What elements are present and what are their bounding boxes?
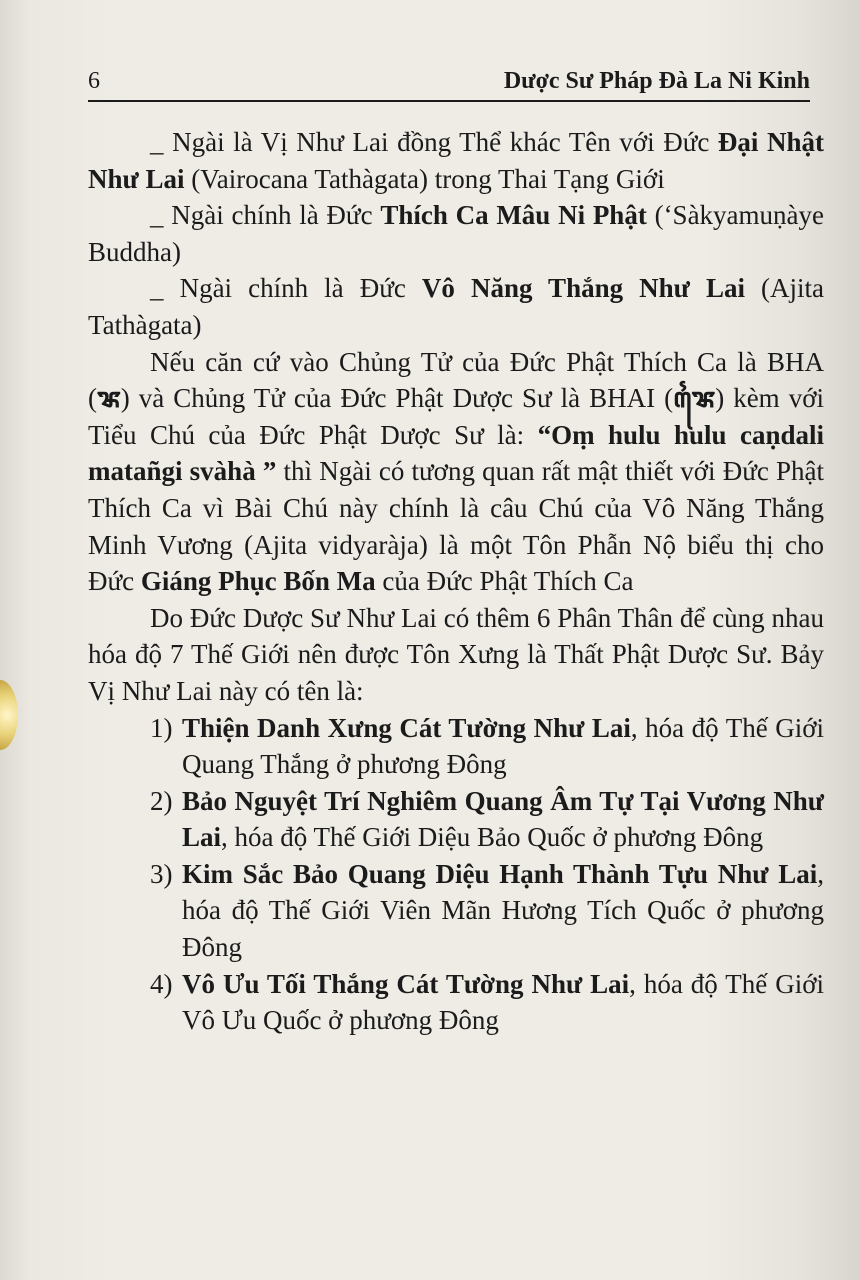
- paragraph-4: [88, 344, 824, 600]
- text-run: thì Ngài có tương quan rất mật thiết với Đức Phật Thích Ca vì Bài Chú này chính là câu Chú của Vô Năng Thắng Minh Vương (Ajita vidyaràja) là một Tôn Phẫn Nộ biểu thị cho Đức: [88, 456, 824, 597]
- paragraph-3: [88, 270, 824, 343]
- item-text: , hóa độ Thế Giới Quang Thắng ở phương Đông: [182, 712, 824, 780]
- item-number: 4): [150, 968, 173, 999]
- siddham-glyph-bha: ꦨ: [97, 383, 121, 414]
- mantra-text: “Oṃ hulu hulu caṇdali matañgi svàhà ”: [88, 419, 824, 487]
- binder-ring: [0, 680, 18, 750]
- list-item: [88, 783, 824, 856]
- paragraph-2: [88, 197, 824, 270]
- text-run: (‘Sàkyamuṇàye Buddha): [88, 200, 825, 267]
- text-run: Nếu căn cứ vào Chủng Tử của Đức Phật Thích Ca là BHA (: [88, 346, 824, 414]
- bold-name: Thích Ca Mâu Ni Phật: [380, 200, 647, 231]
- list-item: [88, 966, 824, 1039]
- item-number: 3): [150, 858, 173, 889]
- text-run: _ Ngài là Vị Như Lai đồng Thể khác Tên với Đức: [150, 127, 718, 157]
- item-number: 1): [150, 712, 173, 743]
- paragraph-1: [88, 124, 824, 197]
- paragraph-5: Do Đức Dược Sư Như Lai có thêm 6 Phân Thân để cùng nhau hóa độ 7 Thế Giới nên được Tôn Xưng là Thất Phật Dược Sư. Bảy Vị Như Lai này có tên là:: [88, 602, 824, 706]
- page-number: 6: [88, 68, 100, 94]
- text-run: _ Ngài chính là Đức: [150, 200, 381, 231]
- text-run: ) kèm với Tiểu Chú của Đức Phật Dược Sư là:: [88, 383, 824, 450]
- item-text: , hóa độ Thế Giới Viên Mãn Hương Tích Quốc ở phương Đông: [182, 858, 824, 963]
- text-run: (Vairocana Tathàgata) trong Thai Tạng Giới: [184, 163, 665, 194]
- text-run: của Đức Phật Thích Ca: [375, 566, 634, 597]
- bold-name: Vô Năng Thắng Như Lai: [421, 273, 745, 304]
- buddha-name: Bảo Nguyệt Trí Nghiêm Quang Âm Tự Tại Vương Như Lai: [182, 785, 824, 853]
- page-body: [88, 124, 824, 1039]
- siddham-glyph-bhai: ꦨꦻ: [673, 383, 716, 414]
- item-text: , hóa độ Thế Giới Vô Ưu Quốc ở phương Đông: [182, 968, 824, 1036]
- buddha-name: Vô Ưu Tối Thắng Cát Tường Như Lai: [182, 968, 630, 999]
- bold-name: Giáng Phục Bốn Ma: [140, 566, 376, 597]
- buddha-list: [88, 710, 824, 1039]
- page-header: [88, 60, 810, 102]
- buddha-name: Thiện Danh Xưng Cát Tường Như Lai: [182, 712, 631, 743]
- list-item: [88, 710, 824, 783]
- item-number: 2): [150, 785, 173, 816]
- item-text: , hóa độ Thế Giới Diệu Bảo Quốc ở phương Đông: [221, 822, 764, 853]
- text-run: _ Ngài chính là Đức: [150, 273, 422, 304]
- running-title: Dược Sư Pháp Đà La Ni Kinh: [503, 68, 810, 94]
- bold-name: Đại Nhật Như Lai: [88, 127, 824, 194]
- buddha-name: Kim Sắc Bảo Quang Diệu Hạnh Thành Tựu Như Lai: [182, 858, 818, 889]
- text-run: (Ajita Tathàgata): [88, 273, 825, 340]
- list-item: [88, 856, 824, 966]
- text-run: ) và Chủng Tử của Đức Phật Dược Sư là BHAI (: [120, 383, 674, 414]
